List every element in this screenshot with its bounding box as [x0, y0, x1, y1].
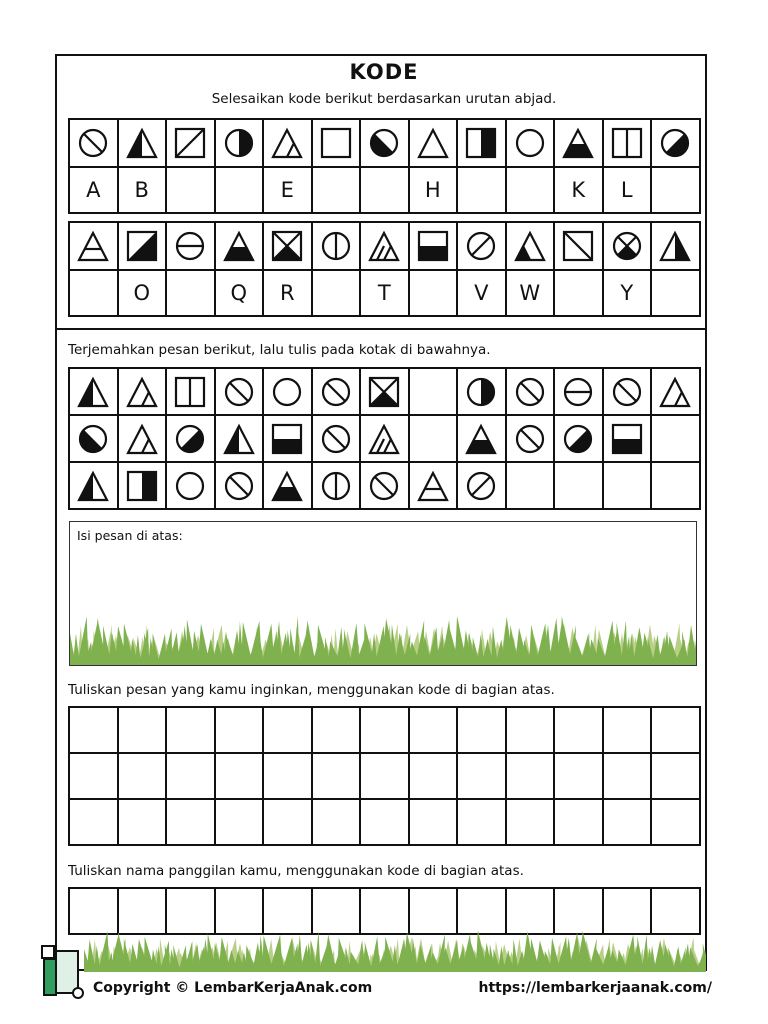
code-symbol-cell: [167, 416, 216, 463]
triangle-bottom-filled-icon: [561, 126, 595, 160]
write-cell[interactable]: [555, 800, 604, 846]
code-symbol-cell: [167, 369, 216, 416]
circle-x-filled-icon: [610, 229, 644, 263]
write-cell[interactable]: [652, 800, 701, 846]
circle-half-diag-tr-icon: [173, 422, 207, 456]
grass-footer-decoration: [84, 928, 706, 972]
grass-decoration: [70, 613, 697, 665]
triangle-inner-icon: [125, 375, 159, 409]
code-symbol-cell: [264, 120, 313, 168]
key-letter: V: [474, 281, 489, 305]
circle-half-right-icon: [222, 126, 256, 160]
code-key-grid-1: [68, 118, 701, 214]
letter-blank-cell[interactable]: [70, 271, 119, 317]
code-symbol-cell: [458, 463, 507, 510]
triangle-empty-icon: [416, 126, 450, 160]
code-symbol-cell: [361, 416, 410, 463]
code-symbol-cell: [361, 369, 410, 416]
code-symbol-cell: [652, 120, 701, 168]
triangle-bottom-filled-icon: [270, 469, 304, 503]
code-symbol-cell: [264, 223, 313, 271]
letter-blank-cell[interactable]: [652, 168, 701, 214]
triangle-inner-icon: [270, 126, 304, 160]
key-letter: B: [134, 178, 149, 202]
square-diag-filled-icon: [125, 229, 159, 263]
write-cell[interactable]: [313, 754, 362, 800]
triangle-inner-icon: [658, 375, 692, 409]
write-cell[interactable]: [70, 800, 119, 846]
write-cell[interactable]: [507, 754, 556, 800]
code-symbol-cell: [119, 369, 168, 416]
code-symbol-cell: [313, 463, 362, 510]
letter-blank-cell[interactable]: [167, 271, 216, 317]
triangle-half-right-icon: [658, 229, 692, 263]
code-symbol-cell: [555, 369, 604, 416]
letter-cell: [555, 168, 604, 214]
worksheet-subtitle: Selesaikan kode berikut berdasarkan urutan abjad.: [211, 91, 557, 107]
code-symbol-cell: [458, 416, 507, 463]
code-symbol-cell: [410, 223, 459, 271]
write-cell[interactable]: [604, 708, 653, 754]
write-cell[interactable]: [70, 708, 119, 754]
circle-slash-right-icon: [464, 229, 498, 263]
code-symbol-cell: [313, 416, 362, 463]
key-letter: R: [279, 281, 295, 305]
triangle-left-inner-icon: [513, 229, 547, 263]
circle-hline-icon: [561, 375, 595, 409]
write-cell[interactable]: [652, 708, 701, 754]
letter-cell: [604, 168, 653, 214]
code-symbol-cell: [119, 416, 168, 463]
blank-cell: [604, 463, 653, 510]
key-letter: H: [424, 178, 441, 202]
write-cell[interactable]: [555, 754, 604, 800]
write-cell[interactable]: [313, 800, 362, 846]
answer-label: Isi pesan di atas:: [77, 528, 183, 543]
letter-blank-cell[interactable]: [507, 168, 556, 214]
square-half-right-icon: [125, 469, 159, 503]
triangle-half-left-icon: [76, 469, 110, 503]
letter-cell: [119, 168, 168, 214]
key-letter: O: [133, 281, 151, 305]
letter-cell: [410, 168, 459, 214]
key-letter: W: [519, 281, 541, 305]
code-symbol-cell: [604, 369, 653, 416]
code-symbol-cell: [167, 463, 216, 510]
code-symbol-cell: [119, 120, 168, 168]
letter-cell: [70, 168, 119, 214]
answer-box[interactable]: [69, 521, 697, 666]
triangle-half-left-icon: [76, 375, 110, 409]
letter-cell: [458, 271, 507, 317]
square-half-right-icon: [464, 126, 498, 160]
copyright-text: Copyright © LembarKerjaAnak.com: [93, 980, 373, 996]
write-cell[interactable]: [264, 800, 313, 846]
circle-slash-icon: [319, 422, 353, 456]
code-symbol-cell: [216, 120, 265, 168]
code-symbol-cell: [507, 120, 556, 168]
square-bottom-filled-icon: [416, 229, 450, 263]
code-symbol-cell: [313, 120, 362, 168]
write-cell[interactable]: [507, 800, 556, 846]
write-cell[interactable]: [167, 800, 216, 846]
letter-blank-cell[interactable]: [216, 168, 265, 214]
coded-message-grid: [68, 367, 701, 510]
write-cell[interactable]: [410, 754, 459, 800]
worksheet-title: KODE: [349, 60, 419, 84]
write-cell[interactable]: [555, 708, 604, 754]
write-cell[interactable]: [119, 708, 168, 754]
code-symbol-cell: [167, 223, 216, 271]
write-message-grid[interactable]: [68, 706, 701, 846]
code-symbol-cell: [555, 416, 604, 463]
triangle-inner-icon: [125, 422, 159, 456]
write-cell[interactable]: [216, 708, 265, 754]
write-cell[interactable]: [119, 800, 168, 846]
letter-cell: [264, 168, 313, 214]
code-key-grid-2: [68, 221, 701, 317]
write-cell[interactable]: [216, 754, 265, 800]
square-slash-back-icon: [561, 229, 595, 263]
circle-empty-icon: [270, 375, 304, 409]
write-cell[interactable]: [410, 800, 459, 846]
blank-cell: [555, 463, 604, 510]
letter-cell: [604, 271, 653, 317]
write-cell[interactable]: [167, 708, 216, 754]
letter-blank-cell[interactable]: [361, 168, 410, 214]
write-cell[interactable]: [264, 708, 313, 754]
triangle-half-left-icon: [222, 422, 256, 456]
translate-instruction: Terjemahkan pesan berikut, lalu tulis pada kotak di bawahnya.: [68, 342, 491, 358]
triangle-bottom-filled-icon: [222, 229, 256, 263]
circle-slash-icon: [222, 375, 256, 409]
write-message-instruction: Tuliskan pesan yang kamu inginkan, menggunakan kode di bagian atas.: [68, 682, 555, 698]
code-symbol-cell: [70, 416, 119, 463]
write-cell[interactable]: [652, 754, 701, 800]
circle-slash-icon: [610, 375, 644, 409]
square-bottom-filled-icon: [270, 422, 304, 456]
code-symbol-cell: [313, 223, 362, 271]
code-symbol-cell: [604, 416, 653, 463]
square-slash-icon: [173, 126, 207, 160]
code-symbol-cell: [652, 369, 701, 416]
letter-blank-cell[interactable]: [313, 168, 362, 214]
write-cell[interactable]: [167, 754, 216, 800]
code-symbol-cell: [216, 463, 265, 510]
code-symbol-cell: [555, 120, 604, 168]
code-symbol-cell: [70, 223, 119, 271]
code-symbol-cell: [555, 223, 604, 271]
write-cell[interactable]: [458, 800, 507, 846]
code-symbol-cell: [458, 369, 507, 416]
letter-blank-cell[interactable]: [167, 168, 216, 214]
circle-empty-icon: [173, 469, 207, 503]
key-letter: E: [280, 178, 294, 202]
circle-slash-icon: [513, 375, 547, 409]
blank-cell: [410, 416, 459, 463]
circle-slash-icon: [513, 422, 547, 456]
key-letter: Y: [620, 281, 634, 305]
code-symbol-cell: [458, 120, 507, 168]
blank-cell: [652, 463, 701, 510]
write-cell[interactable]: [361, 800, 410, 846]
code-symbol-cell: [167, 120, 216, 168]
triangle-inner-lines-icon: [367, 229, 401, 263]
code-symbol-cell: [507, 416, 556, 463]
circle-slash-right-icon: [464, 469, 498, 503]
write-cell[interactable]: [264, 754, 313, 800]
write-cell[interactable]: [458, 708, 507, 754]
circle-hline-icon: [173, 229, 207, 263]
letter-cell: [361, 271, 410, 317]
write-cell[interactable]: [604, 754, 653, 800]
letter-blank-cell[interactable]: [652, 271, 701, 317]
circle-slash-icon: [222, 469, 256, 503]
code-symbol-cell: [216, 416, 265, 463]
code-symbol-cell: [119, 463, 168, 510]
blank-cell: [652, 416, 701, 463]
square-x-filled-icon: [270, 229, 304, 263]
circle-half-diag-tr-icon: [561, 422, 595, 456]
code-symbol-cell: [70, 369, 119, 416]
square-bottom-filled-icon: [610, 422, 644, 456]
letter-blank-cell[interactable]: [555, 271, 604, 317]
code-symbol-cell: [70, 120, 119, 168]
key-letter: T: [377, 281, 391, 305]
code-symbol-cell: [604, 120, 653, 168]
code-symbol-cell: [361, 223, 410, 271]
code-symbol-cell: [604, 223, 653, 271]
letter-cell: [216, 271, 265, 317]
write-name-instruction: Tuliskan nama panggilan kamu, menggunakan kode di bagian atas.: [68, 863, 524, 879]
code-symbol-cell: [410, 120, 459, 168]
website-link[interactable]: https://lembarkerjaanak.com/: [478, 980, 712, 996]
letter-cell: [264, 271, 313, 317]
circle-vline-icon: [319, 229, 353, 263]
circle-half-diag-tr-icon: [658, 126, 692, 160]
write-cell[interactable]: [361, 754, 410, 800]
blank-cell: [507, 463, 556, 510]
code-symbol-cell: [216, 223, 265, 271]
section-divider: [55, 328, 707, 330]
letter-blank-cell[interactable]: [313, 271, 362, 317]
square-x-filled-icon: [367, 375, 401, 409]
circle-half-right-icon: [464, 375, 498, 409]
key-letter: A: [86, 178, 101, 202]
code-symbol-cell: [361, 120, 410, 168]
letter-blank-cell[interactable]: [458, 168, 507, 214]
code-symbol-cell: [70, 463, 119, 510]
write-cell[interactable]: [361, 708, 410, 754]
write-cell[interactable]: [410, 708, 459, 754]
key-letter: Q: [230, 281, 248, 305]
triangle-inner-lines-icon: [367, 422, 401, 456]
letter-cell: [507, 271, 556, 317]
letter-cell: [119, 271, 168, 317]
write-cell[interactable]: [313, 708, 362, 754]
code-symbol-cell: [119, 223, 168, 271]
square-empty-icon: [319, 126, 353, 160]
write-cell[interactable]: [70, 754, 119, 800]
circle-vline-icon: [319, 469, 353, 503]
write-cell[interactable]: [216, 800, 265, 846]
code-symbol-cell: [507, 223, 556, 271]
code-symbol-cell: [264, 463, 313, 510]
triangle-line-icon: [76, 229, 110, 263]
triangle-half-left-icon: [125, 126, 159, 160]
blank-cell: [410, 369, 459, 416]
circle-slash-icon: [367, 469, 401, 503]
square-split-icon: [610, 126, 644, 160]
code-symbol-cell: [410, 463, 459, 510]
code-symbol-cell: [216, 369, 265, 416]
code-symbol-cell: [652, 223, 701, 271]
code-symbol-cell: [313, 369, 362, 416]
square-split-icon: [173, 375, 207, 409]
circle-slash-icon: [76, 126, 110, 160]
circle-half-diag-icon: [76, 422, 110, 456]
letter-blank-cell[interactable]: [410, 271, 459, 317]
circle-half-diag-icon: [367, 126, 401, 160]
site-logo-icon: [40, 943, 86, 999]
key-letter: L: [620, 178, 633, 202]
write-cell[interactable]: [458, 754, 507, 800]
circle-slash-icon: [319, 375, 353, 409]
triangle-line-icon: [416, 469, 450, 503]
code-symbol-cell: [458, 223, 507, 271]
key-letter: K: [571, 178, 586, 202]
write-cell[interactable]: [507, 708, 556, 754]
code-symbol-cell: [361, 463, 410, 510]
code-symbol-cell: [264, 369, 313, 416]
triangle-bottom-filled-icon: [464, 422, 498, 456]
write-cell[interactable]: [604, 800, 653, 846]
code-symbol-cell: [264, 416, 313, 463]
code-symbol-cell: [507, 369, 556, 416]
circle-empty-icon: [513, 126, 547, 160]
write-cell[interactable]: [119, 754, 168, 800]
